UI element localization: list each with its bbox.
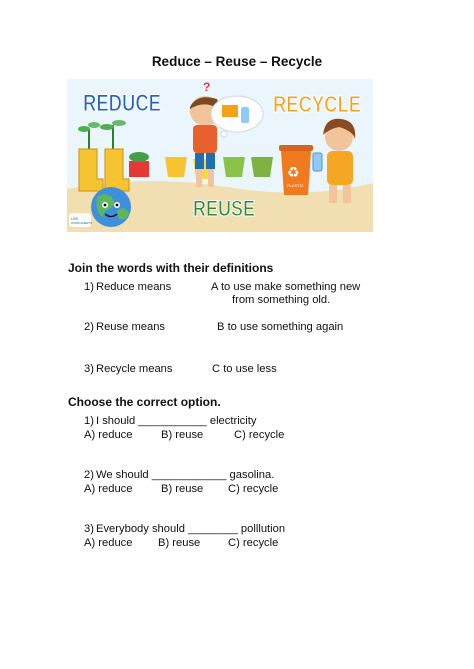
svg-text:LIVE: LIVE (71, 217, 79, 221)
question-text: Everybody should ________ polllution (96, 523, 286, 535)
question-text: We should ____________ gasolina. (96, 469, 275, 481)
recycle-symbol: ♻ (287, 165, 300, 181)
list-item-number: 2) (84, 321, 94, 333)
option-c[interactable]: C) recycle (228, 537, 279, 549)
reduce-word: REDUCE (83, 90, 161, 117)
question-number: 2) (84, 469, 94, 481)
reuse-word: REUSE (193, 196, 255, 221)
word-reuse-means: Reuse means (96, 321, 166, 333)
flower-pot (129, 161, 149, 177)
svg-text:WORKSHEETS: WORKSHEETS (71, 221, 93, 225)
section-heading-choose: Choose the correct option. (68, 395, 221, 409)
word-reduce-means: Reduce means (96, 281, 172, 293)
bin-label: PLASTIC (287, 183, 304, 188)
definition-a-line2: from something old. (232, 294, 331, 306)
definition-b: B to use something again (217, 321, 344, 333)
option-a[interactable]: A) reduce (84, 483, 133, 495)
question-mark: ? (203, 80, 211, 94)
option-c[interactable]: C) recycle (234, 429, 285, 441)
word-recycle-means: Recycle means (96, 363, 173, 375)
question-number: 3) (84, 523, 94, 535)
question-number: 1) (84, 415, 94, 427)
recycle-word: RECYCLE (273, 91, 361, 117)
option-a[interactable]: A) reduce (84, 429, 133, 441)
question-text: I should ___________ electricity (96, 415, 257, 427)
list-item-number: 3) (84, 363, 94, 375)
list-item-number: 1) (84, 281, 94, 293)
option-b[interactable]: B) reuse (161, 483, 204, 495)
earth-globe-icon (91, 187, 131, 227)
worksheet-logo (69, 213, 92, 227)
definition-c: C to use less (212, 363, 277, 375)
option-c[interactable]: C) recycle (228, 483, 279, 495)
option-b[interactable]: B) reuse (158, 537, 201, 549)
recycle-bin (279, 145, 313, 195)
recycling-illustration (67, 79, 373, 232)
section-heading-join: Join the words with their definitions (68, 261, 274, 275)
definition-a-line1: A to use make something new (211, 281, 361, 293)
option-a[interactable]: A) reduce (84, 537, 133, 549)
page-title: Reduce – Reuse – Recycle (151, 54, 323, 69)
option-b[interactable]: B) reuse (161, 429, 204, 441)
